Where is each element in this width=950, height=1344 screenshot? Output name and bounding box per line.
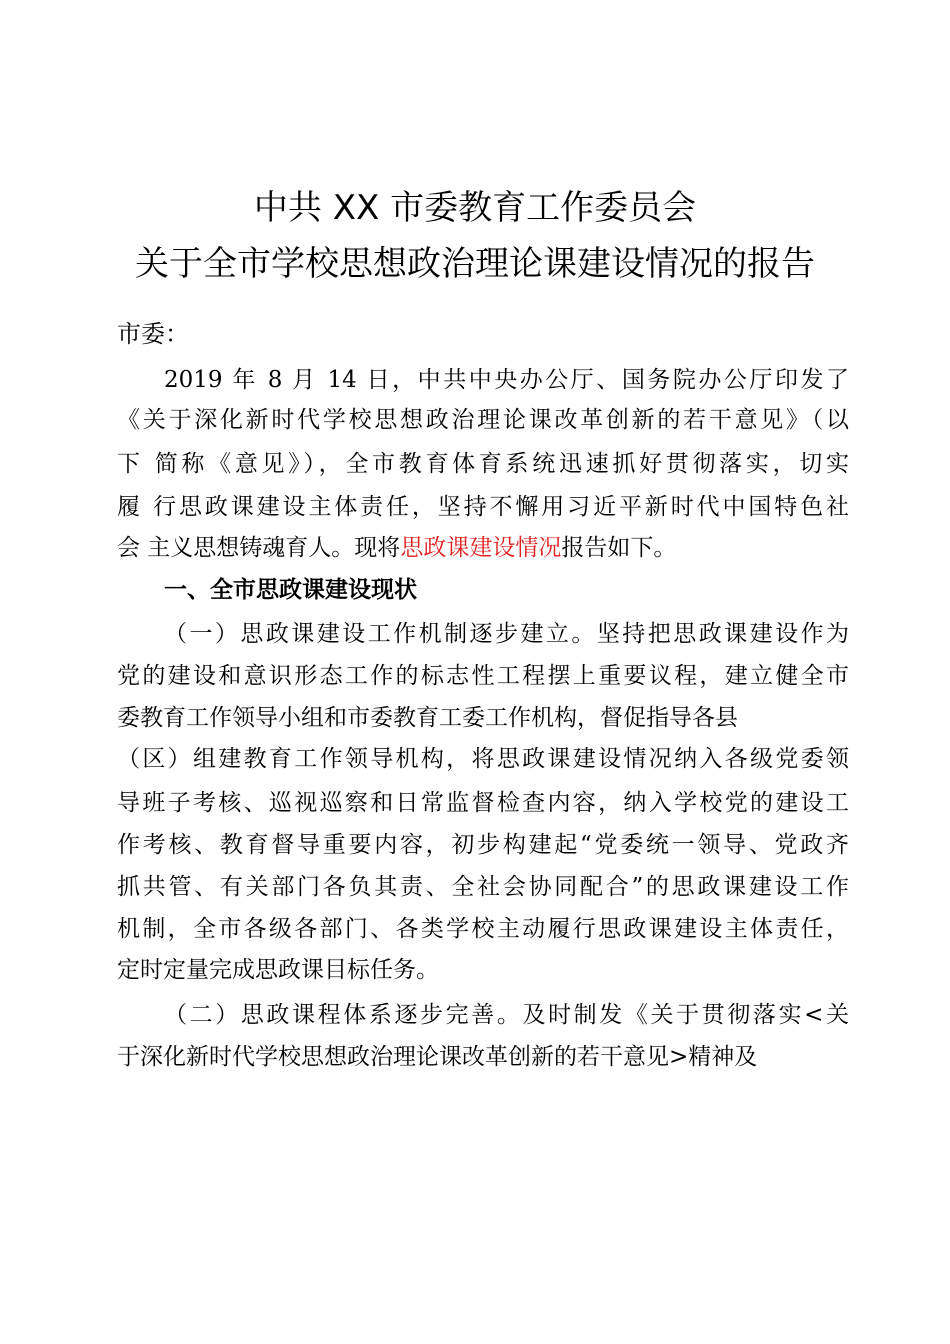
section-heading-1: 一、全市思政课建设现状 <box>164 577 417 603</box>
paragraph-2-line-4: （区）组建教育工作领导机构，将思政课建设情况纳入各级党委领 <box>117 746 849 772</box>
paragraph-2-line-8: 机制，全市各级各部门、各类学校主动履行思政课建设主体责任， <box>117 916 849 942</box>
paragraph-1-line-2: 《关于深化新时代学校思想政治理论课改革创新的若干意见》（以 <box>117 407 849 433</box>
paragraph-1-line-3: 下 简称《意见》），全市教育体育系统迅速抓好贯彻落实，切实 <box>117 451 849 477</box>
highlighted-phrase: 思政课建设情况 <box>400 535 562 561</box>
paragraph-1-line-5-text-a: 会 主义思想铸魂育人。现将 <box>117 535 401 561</box>
paragraph-2-line-2: 党的建设和意识形态工作的标志性工程摆上重要议程，建立健全市 <box>117 663 849 689</box>
paragraph-2-line-3: 委教育工作领导小组和市委教育工委工作机构，督促指导各县 <box>117 705 738 731</box>
paragraph-1-line-5 <box>117 533 849 563</box>
paragraph-2-line-6: 作考核、教育督导重要内容，初步构建起“党委统一领导、党政齐 <box>117 832 849 858</box>
document-title-line-1: 中共 XX 市委教育工作委员会 <box>253 188 697 228</box>
paragraph-1-line-5-text-b: 报告如下。 <box>561 535 677 561</box>
salutation: 市委： <box>117 320 189 348</box>
document-title-line-2: 关于全市学校思想政治理论课建设情况的报告 <box>135 244 815 284</box>
paragraph-3-line-2: 于深化新时代学校思想政治理论课改革创新的若干意见>精神及 <box>117 1044 758 1070</box>
paragraph-3-line-1: （二）思政课程体系逐步完善。及时制发《关于贯彻落实<关 <box>164 1002 849 1028</box>
paragraph-2-line-9: 定时定量完成思政课目标任务。 <box>117 957 439 983</box>
paragraph-1-line-4: 履 行思政课建设主体责任，坚持不懈用习近平新时代中国特色社 <box>117 494 849 520</box>
paragraph-1-line-1: 2019 年 8 月 14 日，中共中央办公厅、国务院办公厅印发了 <box>164 367 849 393</box>
paragraph-2-line-5: 导班子考核、巡视巡察和日常监督检查内容，纳入学校党的建设工 <box>117 790 849 816</box>
paragraph-2-line-7: 抓共管、有关部门各负其责、全社会协同配合”的思政课建设工作 <box>117 874 849 900</box>
paragraph-2-line-1: （一）思政课建设工作机制逐步建立。坚持把思政课建设作为 <box>164 621 849 647</box>
